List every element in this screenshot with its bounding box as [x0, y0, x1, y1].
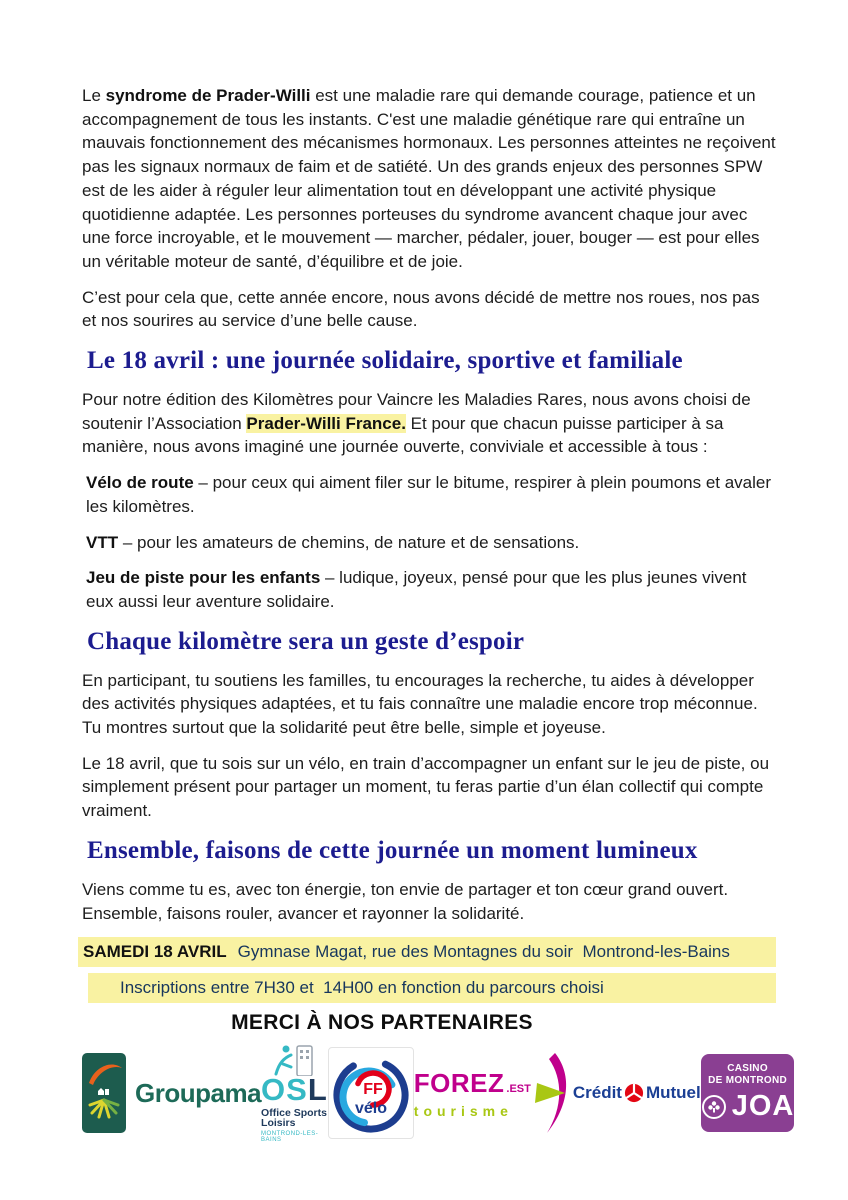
- item-jeu-bold: Jeu de piste pour les enfants: [86, 568, 321, 588]
- joa-emblem-icon: [701, 1094, 727, 1120]
- event-location: Gymnase Magat, rue des Montagnes du soir Montrond-les-Bains: [237, 942, 730, 962]
- forez-text-block: [414, 1068, 531, 1119]
- credit-mutuel-word1: Crédit: [572, 1083, 622, 1103]
- item-jeu-de-piste: [82, 566, 776, 613]
- osl-letter-o: O: [261, 1071, 287, 1107]
- credit-mutuel-word2: Mutuel: [645, 1083, 701, 1103]
- event-inscriptions-banner: Inscriptions entre 7H30 et 14H00 en fonction du parcours choisi: [88, 973, 776, 1003]
- forez-tourisme-text: tourisme: [413, 1102, 513, 1119]
- credit-mutuel-pinwheel-icon: [624, 1083, 644, 1103]
- osl-letter-l: L: [307, 1071, 328, 1107]
- april-p-rest: Et pour que chacun puisse participer à sa manière, nous avons imaginé une journée ouverte, conviviale et accessible à tous :: [82, 413, 724, 457]
- joa-wordmark: JOA: [731, 1090, 795, 1123]
- item-velo-bold: Vélo de route: [86, 473, 194, 493]
- credit-mutuel-logo: [573, 1083, 701, 1103]
- april-paragraph: [82, 388, 776, 459]
- item-velo-de-route: [82, 471, 776, 518]
- joa-casino-label: [708, 1063, 787, 1087]
- joa-casino-logo: [701, 1054, 795, 1132]
- heading-journee-solidaire: Le 18 avril : une journée solidaire, sportive et familiale: [87, 347, 683, 375]
- item-vtt: [82, 531, 776, 555]
- prader-willi-france-highlight: Prader-Willi France.: [246, 413, 406, 433]
- osl-city: MONTROND-LES-BAINS: [261, 1130, 319, 1143]
- groupama-wordmark: Groupama: [135, 1077, 262, 1108]
- item-vtt-bold: VTT: [86, 532, 119, 552]
- intro-p1-rest: est une maladie rare qui demande courage, patience et un accompagnement de tous les instants. C'est une maladie génétique rare qui entraîne un mauvais fonctionnement des mécanismes hormonaux. Les personnes atteintes ne reçoivent pas les signaux normaux de faim et de satiété. Un des grands enjeux des personnes SPW est de les aider à réguler leur alimentation tout en développant une activité physique quotidienne adaptée. Les personnes porteuses du syndrome avancent chaque jour avec une force incroyable, et le mouvement — marcher, pédaler, jouer, bouger — est pour elles un véritable moteur de santé, d’équilibre et de joie.: [82, 86, 776, 271]
- heading-geste-espoir: Chaque kilomètre sera un geste d’espoir: [87, 627, 525, 655]
- intro-paragraph-2: C’est pour cela que, cette année encore, nous avons décidé de mettre nos roues, nos pas et nos sourires au service d’une belle cause.: [82, 287, 760, 331]
- intro-paragraph-1: [82, 84, 776, 274]
- event-date: SAMEDI 18 AVRIL: [83, 942, 227, 962]
- joa-casino-line1: CASINO: [727, 1063, 768, 1075]
- item-jeu-rest: – ludique, joyeux, pensé pour que les plus jeunes vivent eux aussi leur aventure solidaire.: [86, 568, 747, 611]
- ffvelo-ff-text: FF: [363, 1081, 383, 1099]
- item-vtt-rest: – pour les amateurs de chemins, de nature et de sensations.: [118, 532, 580, 552]
- groupama-icon: [82, 1053, 126, 1133]
- forez-swoosh-icon: [533, 1051, 573, 1135]
- event-date-location-banner: [78, 937, 776, 967]
- osl-abbr: [261, 1071, 328, 1107]
- espoir-paragraph-2: Le 18 avril, que tu sois sur un vélo, en train d’accompagner un enfant sur le jeu de piste, ou simplement présent pour partager un moment, tu feras partie d’un élan collectif qui compte vraiment.: [82, 753, 770, 821]
- forez-logo: [414, 1051, 573, 1135]
- ffvelo-velo-text: vélo: [354, 1100, 387, 1118]
- osl-subtitle: Office Sports Loisirs: [261, 1106, 327, 1130]
- intro-p1-lead: Le: [82, 86, 106, 105]
- joa-casino-line2: DE MONTROND: [708, 1075, 787, 1087]
- flyer-content: [82, 84, 795, 1143]
- lumineux-paragraph: Viens comme tu es, avec ton énergie, ton envie de partager et ton cœur grand ouvert. Ensemble, faisons rouler, avancer et rayonner la solidarité.: [82, 879, 729, 923]
- forez-est-suffix: .EST: [506, 1082, 531, 1095]
- osl-letter-s: S: [286, 1071, 308, 1107]
- intro-p1-bold: syndrome de Prader-Willi: [105, 86, 311, 105]
- partner-logos-row: [82, 1045, 795, 1143]
- groupama-logo: [82, 1053, 261, 1133]
- osl-logo: [261, 1044, 328, 1143]
- espoir-paragraph-1: En participant, tu soutiens les familles, tu encourages la recherche, tu aides à développer des activités physiques adaptées, et tu fais connaître une maladie encore trop méconnue. Tu montres surtout que la solidarité peut être belle, simple et joyeuse.: [82, 670, 758, 738]
- forez-wordmark: FOREZ: [413, 1067, 505, 1098]
- ffvelo-logo: [328, 1047, 414, 1139]
- april-p-lead: Pour notre édition des Kilomètres pour Vaincre les Maladies Rares, nous avons choisi de soutenir l’Association: [82, 390, 751, 433]
- item-velo-rest: – pour ceux qui aiment filer sur le bitume, respirer à plein poumons et avaler les kilomètres.: [86, 473, 772, 516]
- partners-heading: MERCI À NOS PARTENAIRES: [231, 1011, 533, 1035]
- heading-moment-lumineux: Ensemble, faisons de cette journée un moment lumineux: [87, 836, 698, 864]
- ffvelo-rings-icon: [329, 1051, 413, 1135]
